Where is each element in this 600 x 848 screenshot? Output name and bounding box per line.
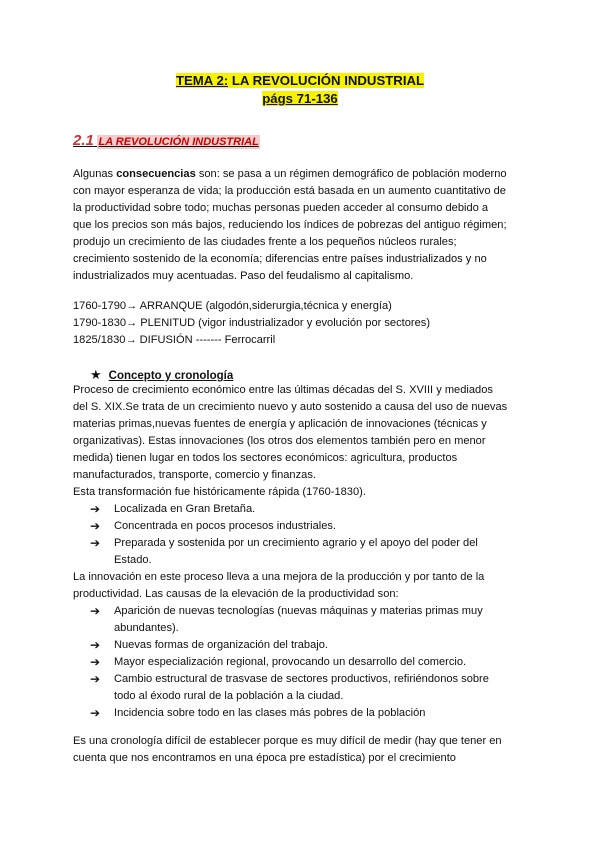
innovation-line: productividad. Las causas de la elevación de la productividad son:: [73, 588, 399, 600]
tema-title: LA REVOLUCIÓN INDUSTRIAL: [228, 73, 425, 88]
document-title: [0, 72, 600, 108]
bullet-list-1: [90, 501, 548, 569]
intro-line: que los precios son más bajos, reduciendo los índices de pobrezas del antiguo régimen;: [73, 219, 507, 231]
concept-line: materias primas,nuevas fuentes de energía y aplicación de innovaciones (técnicas y: [73, 418, 487, 430]
closing-paragraph: [73, 733, 531, 767]
list-item: ➔ Mayor especialización regional, provocando un desarrollo del comercio.: [90, 655, 467, 669]
intro-line: industrializados muy acentuadas. Paso del feudalismo al capitalismo.: [73, 270, 414, 282]
intro-paragraph: [73, 166, 531, 285]
timeline-entry: 1760-1790→ ARRANQUE (algodón,siderurgia,técnica y energía): [73, 300, 392, 312]
timeline-entry: 1790-1830→ PLENITUD (vigor industrializador y evolución por sectores): [73, 317, 431, 329]
arrow-icon: ➔: [90, 536, 101, 550]
star-icon: ★: [90, 367, 102, 382]
list-item: ➔ Incidencia sobre todo en las clases más pobres de la población: [90, 706, 426, 720]
concept-paragraph: [73, 382, 531, 501]
intro-line: crecimiento sostenido de la economía; diferencias entre países industrializados y no: [73, 253, 487, 265]
innovation-paragraph: [73, 569, 531, 603]
subsection-heading: [90, 367, 233, 383]
pages-line: [0, 90, 600, 108]
bullet-list-2: [90, 603, 548, 722]
intro-line: con mayor esperanza de vida; la producción está basada en un aumento cuantitativo de: [73, 185, 506, 197]
list-item: ➔ Nuevas formas de organización del trabajo.: [90, 638, 328, 652]
consecuencias-bold: consecuencias: [116, 168, 196, 180]
subsection-title: Concepto y cronología: [108, 370, 234, 382]
concept-line: organizativas). Estas innovaciones (los otros dos elementos también pero en menor: [73, 435, 486, 447]
arrow-icon: ➔: [90, 655, 101, 669]
arrow-icon: ➔: [90, 604, 101, 618]
section-heading: [73, 132, 260, 149]
concept-line: Esta transformación fue históricamente rápida (1760-1830).: [73, 486, 366, 498]
section-title: LA REVOLUCIÓN INDUSTRIAL: [98, 136, 259, 148]
title-line: [0, 72, 600, 90]
concept-line: Proceso de crecimiento económico entre las últimas décadas del S. XVIII y mediados: [73, 384, 493, 396]
list-item: ➔ Localizada en Gran Bretaña.: [90, 502, 256, 516]
list-item: ➔ Cambio estructural de trasvase de sectores productivos, refiriéndonos sobre todo al éxodo rural de la población a la ciudad.: [90, 672, 489, 702]
arrow-icon: ➔: [90, 706, 101, 720]
list-item: ➔ Concentrada en pocos procesos industriales.: [90, 519, 337, 533]
concept-line: del S. XIX.Se trata de un crecimiento nuevo y auto sostenido a causa del uso de nuevas: [73, 401, 508, 413]
closing-line: Es una cronología difícil de establecer porque es muy difícil de medir (hay que tener en: [73, 735, 502, 747]
arrow-icon: ➔: [90, 519, 101, 533]
closing-line: cuenta que nos encontramos en una época pre estadística) por el crecimiento: [73, 752, 456, 764]
arrow-icon: ➔: [90, 672, 101, 686]
timeline-list: [73, 298, 430, 349]
intro-line: produjo un crecimiento de las ciudades frente a los pequeños núcleos rurales;: [73, 236, 457, 248]
concept-line: manufacturados, transporte, comercio y finanzas.: [73, 469, 316, 481]
concept-line: medida) tienen lugar en todos los sectores económicos: agricultura, productos: [73, 452, 458, 464]
intro-line: Algunas consecuencias son: se pasa a un régimen demográfico de población moderno: [73, 168, 507, 180]
intro-line: la productividad sobre todo; muchas personas pueden acceder al consumo debido a: [73, 202, 489, 214]
timeline-entry: 1825/1830→ DIFUSIÓN ------- Ferrocarril: [73, 334, 276, 346]
arrow-icon: ➔: [90, 502, 101, 516]
tema-label: TEMA 2:: [175, 73, 229, 88]
innovation-line: La innovación en este proceso lleva a una mejora de la producción y por tanto de la: [73, 571, 485, 583]
pages-range: págs 71-136: [262, 91, 338, 106]
list-item: ➔ Preparada y sostenida por un crecimiento agrario y el apoyo del poder del Estado.: [90, 536, 478, 566]
section-number: 2.1: [73, 132, 94, 149]
arrow-icon: ➔: [90, 638, 101, 652]
list-item: ➔ Aparición de nuevas tecnologías (nuevas máquinas y materias primas muy abundantes).: [90, 604, 483, 634]
